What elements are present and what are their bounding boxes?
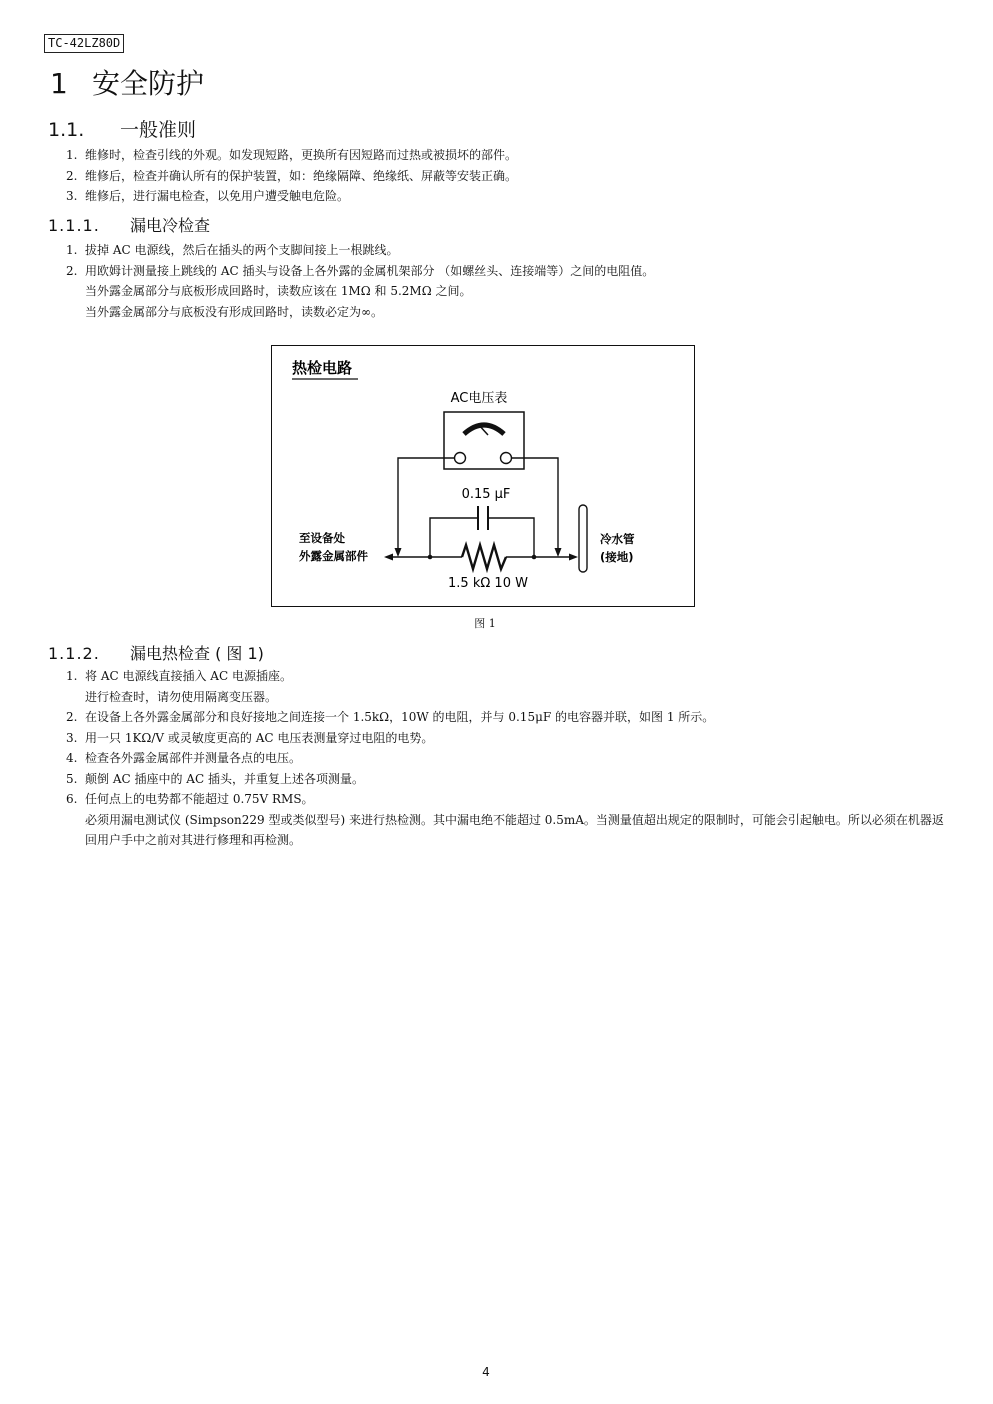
water-pipe-label-line1: 冷水管 xyxy=(600,532,635,546)
item-number: 5. xyxy=(66,771,78,786)
meter-terminal-left xyxy=(455,453,466,464)
item-number: 3. xyxy=(66,189,78,203)
list-item-continuation: 当外露金属部分与底板没有形成回路时，读数必定为∞。 xyxy=(85,304,383,319)
item-number: 3. xyxy=(66,730,78,745)
item-number: 4. xyxy=(66,751,78,765)
item-text: 拔掉 AC 电源线，然后在插头的两个支脚间接上一根跳线。 xyxy=(85,243,399,257)
model-tag: TC-42LZ80D xyxy=(44,34,124,53)
item-text: 检查各外露金属部件并测量各点的电压。 xyxy=(85,751,302,765)
item-number: 1. xyxy=(66,243,78,257)
item-number: 1. xyxy=(66,669,78,683)
item-text: 用欧姆计测量接上跳线的 AC 插头与设备上各外露的金属机架部分 （如螺丝头、连接端等）之间的电阻值。 xyxy=(85,263,655,278)
arrow-down-icon xyxy=(555,548,562,557)
meter-label: AC电压表 xyxy=(450,391,508,406)
item-number: 1. xyxy=(66,148,78,162)
list-item xyxy=(66,666,955,687)
general-title: 一般准则 xyxy=(120,119,197,141)
item-number: 2. xyxy=(66,168,78,183)
hot-check-heading xyxy=(48,643,264,665)
resistor-zigzag xyxy=(462,545,506,569)
exposed-metal-label-line1: 至设备处 xyxy=(299,531,345,545)
section-heading xyxy=(50,66,204,102)
section-title: 安全防护 xyxy=(92,67,205,100)
meter-lead-left xyxy=(398,458,455,551)
item-number: 6. xyxy=(66,792,78,806)
list-item xyxy=(66,145,517,166)
item-text: 维修后，进行漏电检查，以免用户遭受触电危险。 xyxy=(85,189,350,203)
arrow-down-icon xyxy=(395,548,402,557)
item-text: 颠倒 AC 插座中的 AC 插头，并重复上述各项测量。 xyxy=(85,771,364,786)
hot-check-circuit-figure xyxy=(271,345,695,607)
hot-check-list xyxy=(66,666,955,851)
arrow-left-icon xyxy=(384,554,393,561)
meter-terminal-right xyxy=(501,453,512,464)
resistor-label: 1.5 kΩ 10 W xyxy=(448,576,528,591)
capacitor-label: 0.15 μF xyxy=(461,487,511,502)
list-item-continuation: 进行检查时，请勿使用隔离变压器。 xyxy=(85,689,278,704)
cold-check-heading xyxy=(48,215,210,237)
list-item xyxy=(66,728,955,749)
circuit-diagram xyxy=(272,346,696,608)
hot-check-number: 1.1.2. xyxy=(48,644,100,663)
list-item xyxy=(66,707,955,728)
junction-dot xyxy=(428,555,433,560)
junction-dot xyxy=(532,555,537,560)
item-number: 2. xyxy=(66,263,78,278)
list-item-continuation: 当外露金属部分与底板形成回路时，读数应该在 1MΩ 和 5.2MΩ 之间。 xyxy=(85,284,472,298)
hot-check-title: 漏电热检查 ( 图 1) xyxy=(130,644,264,663)
page-number: 4 xyxy=(482,1365,490,1379)
item-text: 在设备上各外露金属部分和良好接地之间连接一个 1.5kΩ，10W 的电阻，并与 0.15μF 的电容器并联，如图 1 所示。 xyxy=(85,710,715,724)
list-item-paragraph: 必须用漏电测试仪 (Simpson229 型或类似型号) 来进行热检测。其中漏电绝不能超过 0.5mA。当测量值超出规定的限制时，可能会引起触电。所以必须在机器返回用户手中之前对其进行修理和再检测。 xyxy=(85,812,944,847)
item-text: 维修时，检查引线的外观。如发现短路，更换所有因短路而过热或被损坏的部件。 xyxy=(85,148,518,162)
general-heading xyxy=(48,117,196,143)
item-text: 维修后，检查并确认所有的保护装置，如：绝缘隔障、绝缘纸、屏蔽等安装正确。 xyxy=(85,168,518,183)
water-pipe-label-line2: (接地) xyxy=(600,550,634,564)
cold-check-number: 1.1.1. xyxy=(48,216,100,235)
cold-check-list xyxy=(66,240,654,322)
item-number: 2. xyxy=(66,710,78,724)
item-text: 将 AC 电源线直接插入 AC 电源插座。 xyxy=(85,669,292,683)
general-list xyxy=(66,145,517,207)
capacitor-lead-left xyxy=(430,518,478,557)
figure-title: 热检电路 xyxy=(292,359,353,377)
list-item xyxy=(66,789,955,810)
cold-check-title: 漏电冷检查 xyxy=(130,216,211,235)
general-number: 1.1. xyxy=(48,119,85,141)
figure-caption: 图 1 xyxy=(474,617,496,630)
list-item xyxy=(66,748,955,769)
list-item xyxy=(66,261,654,282)
item-text: 用一只 1KΩ/V 或灵敏度更高的 AC 电压表测量穿过电阻的电势。 xyxy=(85,730,434,745)
water-pipe-icon xyxy=(579,505,587,572)
list-item xyxy=(66,186,517,207)
item-text: 任何点上的电势都不能超过 0.75V RMS。 xyxy=(85,792,314,806)
list-item xyxy=(66,769,955,790)
section-number: 1 xyxy=(50,67,68,100)
list-item xyxy=(66,240,654,261)
list-item xyxy=(66,166,517,187)
arrow-right-icon xyxy=(569,554,578,561)
exposed-metal-label-line2: 外露金属部件 xyxy=(299,549,368,563)
